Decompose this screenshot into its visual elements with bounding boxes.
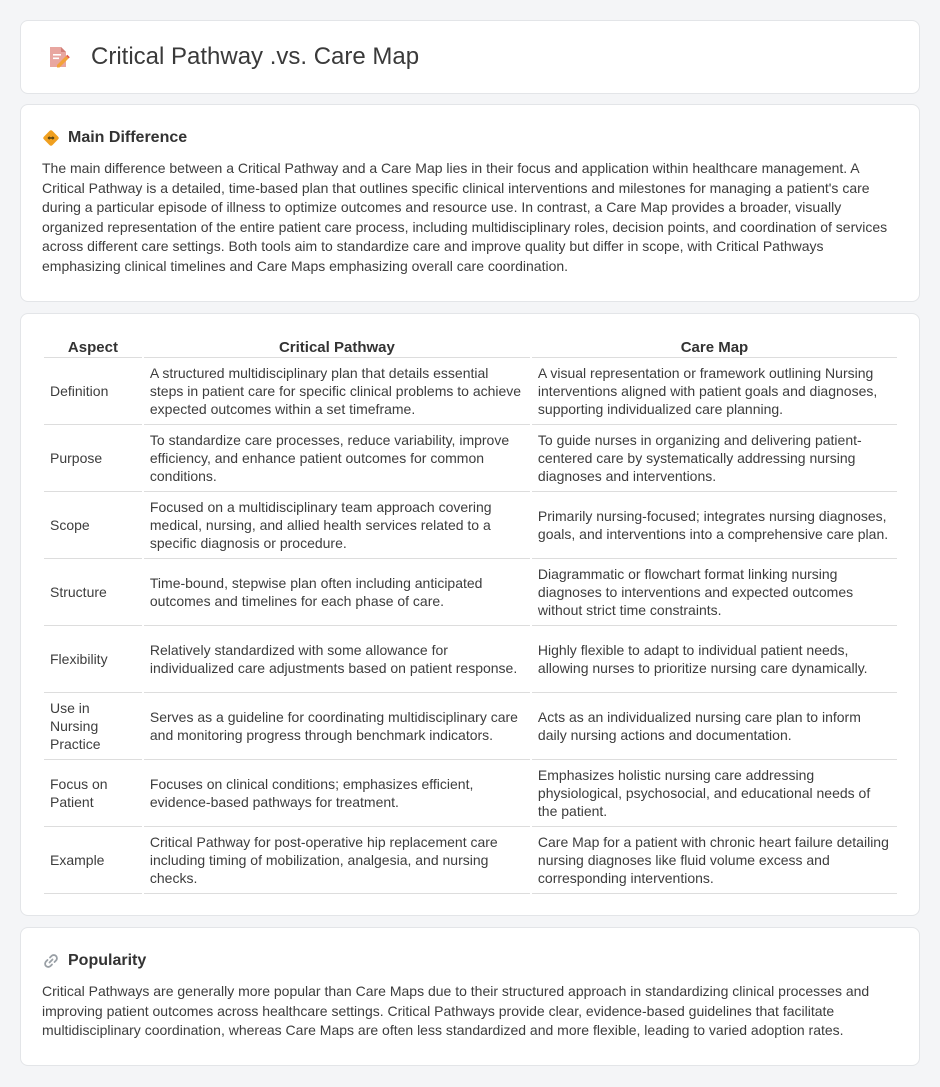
cell-critical-pathway: A structured multidisciplinary plan that details essential steps in patient care for specific clinical problems to achieve expected outcomes within a set timeframe. (144, 358, 530, 425)
cell-critical-pathway: Time-bound, stepwise plan often including anticipated outcomes and timelines for each phase of care. (144, 559, 530, 626)
cell-care-map: Diagrammatic or flowchart format linking nursing diagnoses to interventions and expected outcomes without strict time constraints. (532, 559, 897, 626)
cell-aspect: Use in Nursing Practice (44, 693, 142, 760)
table-row (44, 559, 897, 626)
table-row (44, 492, 897, 559)
table-row (44, 827, 897, 894)
table-row (44, 626, 897, 693)
header-care-map: Care Map (532, 334, 897, 358)
header-aspect: Aspect (44, 334, 142, 358)
cell-critical-pathway: Critical Pathway for post-operative hip replacement care including timing of mobilization, analgesia, and nursing checks. (144, 827, 530, 894)
cell-aspect: Scope (44, 492, 142, 559)
table-row (44, 358, 897, 425)
header-card (20, 20, 920, 94)
cell-care-map: Acts as an individualized nursing care plan to inform daily nursing actions and documentation. (532, 693, 897, 760)
cell-care-map: Care Map for a patient with chronic heart failure detailing nursing diagnoses like fluid volume excess and corresponding interventions. (532, 827, 897, 894)
cell-aspect: Focus on Patient (44, 760, 142, 827)
table-row (44, 760, 897, 827)
popularity-title: Popularity (68, 952, 147, 969)
header-critical-pathway: Critical Pathway (144, 334, 530, 358)
cell-critical-pathway: Focuses on clinical conditions; emphasizes efficient, evidence-based pathways for treatment. (144, 760, 530, 827)
page-title: Critical Pathway .vs. Care Map (91, 43, 420, 70)
cell-care-map: Primarily nursing-focused; integrates nursing diagnoses, goals, and interventions into a comprehensive care plan. (532, 492, 897, 559)
cell-critical-pathway: Relatively standardized with some allowance for individualized care adjustments based on patient response. (144, 626, 530, 693)
cell-critical-pathway: Focused on a multidisciplinary team approach covering medical, nursing, and allied health services related to a specific diagnosis or procedure. (144, 492, 530, 559)
cell-care-map: To guide nurses in organizing and delivering patient-centered care by systematically addressing nursing diagnoses and interventions. (532, 425, 897, 492)
document-pen-icon (45, 44, 71, 70)
cell-aspect: Flexibility (44, 626, 142, 693)
cell-critical-pathway: Serves as a guideline for coordinating multidisciplinary care and monitoring progress through benchmark indicators. (144, 693, 530, 760)
cell-care-map: A visual representation or framework outlining Nursing interventions aligned with patient goals and diagnoses, supporting individualized care planning. (532, 358, 897, 425)
popularity-text: Critical Pathways are generally more popular than Care Maps due to their structured approach in standardizing clinical processes and improving patient outcomes across healthcare settings. Critical Pathways provide clear, evidence-based guidelines that facilitate multidisciplinary coordination, whereas Care Maps are often less standardized and more flexible, leading to varied adoption rates. (42, 983, 870, 1038)
cell-aspect: Structure (44, 559, 142, 626)
cell-critical-pathway: To standardize care processes, reduce variability, improve efficiency, and enhance patient outcomes for common conditions. (144, 425, 530, 492)
main-difference-title: Main Difference (68, 129, 188, 146)
main-difference-section (20, 104, 920, 302)
popularity-section (20, 927, 920, 1066)
table-header-row (44, 334, 897, 358)
comparison-table (42, 334, 899, 894)
cell-aspect: Purpose (44, 425, 142, 492)
cell-aspect: Definition (44, 358, 142, 425)
table-row (44, 693, 897, 760)
link-icon (42, 952, 60, 970)
main-difference-text: The main difference between a Critical Pathway and a Care Map lies in their focus and application within healthcare management. A Critical Pathway is a detailed, time-based plan that outlines specific clinical interventions and milestones for managing a patient's care during a particular episode of illness to optimize outcomes and resource use. In contrast, a Care Map provides a broader, visually organized representation of the entire patient care process, including multidisciplinary roles, decision points, and coordination of services across different care settings. Both tools aim to standardize care and improve quality but differ in scope, with Critical Pathways emphasizing clinical timelines and Care Maps emphasizing overall care coordination. (42, 160, 888, 274)
comparison-table-card (20, 313, 920, 916)
diamond-arrows-icon (42, 129, 60, 147)
cell-care-map: Emphasizes holistic nursing care addressing physiological, psychosocial, and educational needs of the patient. (532, 760, 897, 827)
cell-care-map: Highly flexible to adapt to individual patient needs, allowing nurses to prioritize nursing care dynamically. (532, 626, 897, 693)
table-row (44, 425, 897, 492)
cell-aspect: Example (44, 827, 142, 894)
